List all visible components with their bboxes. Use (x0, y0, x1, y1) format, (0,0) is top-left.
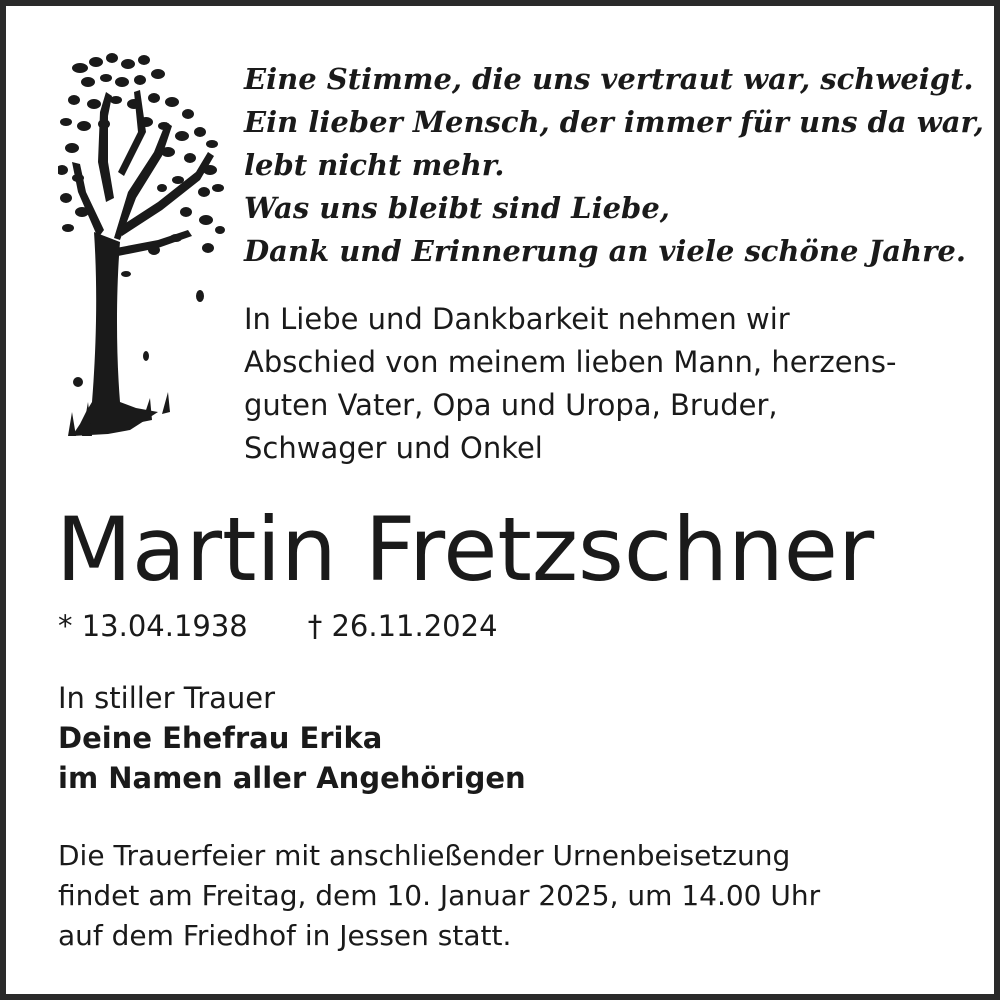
relatives-line: im Namen aller Angehörigen (58, 761, 526, 795)
deceased-name: Martin Fretzschner (56, 498, 875, 601)
mourning-line: In stiller Trauer (58, 681, 276, 715)
poem-line: Ein lieber Mensch, der immer für uns da war, (244, 105, 984, 139)
life-dates (58, 606, 498, 646)
funeral-line: auf dem Friedhof in Jessen statt. (58, 919, 512, 952)
poem-line: Eine Stimme, die uns vertraut war, schweigt. (244, 62, 974, 96)
intro-line: Schwager und Onkel (244, 431, 543, 465)
intro-line: Abschied von meinem lieben Mann, herzens- (244, 345, 897, 379)
tree-icon (58, 52, 226, 444)
spouse-name: Deine Ehefrau Erika (58, 721, 383, 755)
intro-line: In Liebe und Dankbarkeit nehmen wir (244, 302, 790, 336)
intro-line: guten Vater, Opa und Uropa, Bruder, (244, 388, 778, 422)
poem (244, 58, 984, 273)
intro-text (244, 298, 984, 470)
death-date: † 26.11.2024 (307, 609, 498, 643)
poem-line: Was uns bleibt sind Liebe, (244, 191, 670, 225)
poem-line: lebt nicht mehr. (244, 148, 505, 182)
funeral-line: findet am Freitag, dem 10. Januar 2025, um 14.00 Uhr (58, 879, 821, 912)
birth-date: * 13.04.1938 (58, 609, 248, 643)
funeral-info (58, 836, 820, 956)
mourners (58, 678, 526, 798)
poem-line: Dank und Erinnerung an viele schöne Jahre. (244, 234, 966, 268)
funeral-line: Die Trauerfeier mit anschließender Urnenbeisetzung (58, 839, 791, 872)
foliage (58, 53, 225, 255)
